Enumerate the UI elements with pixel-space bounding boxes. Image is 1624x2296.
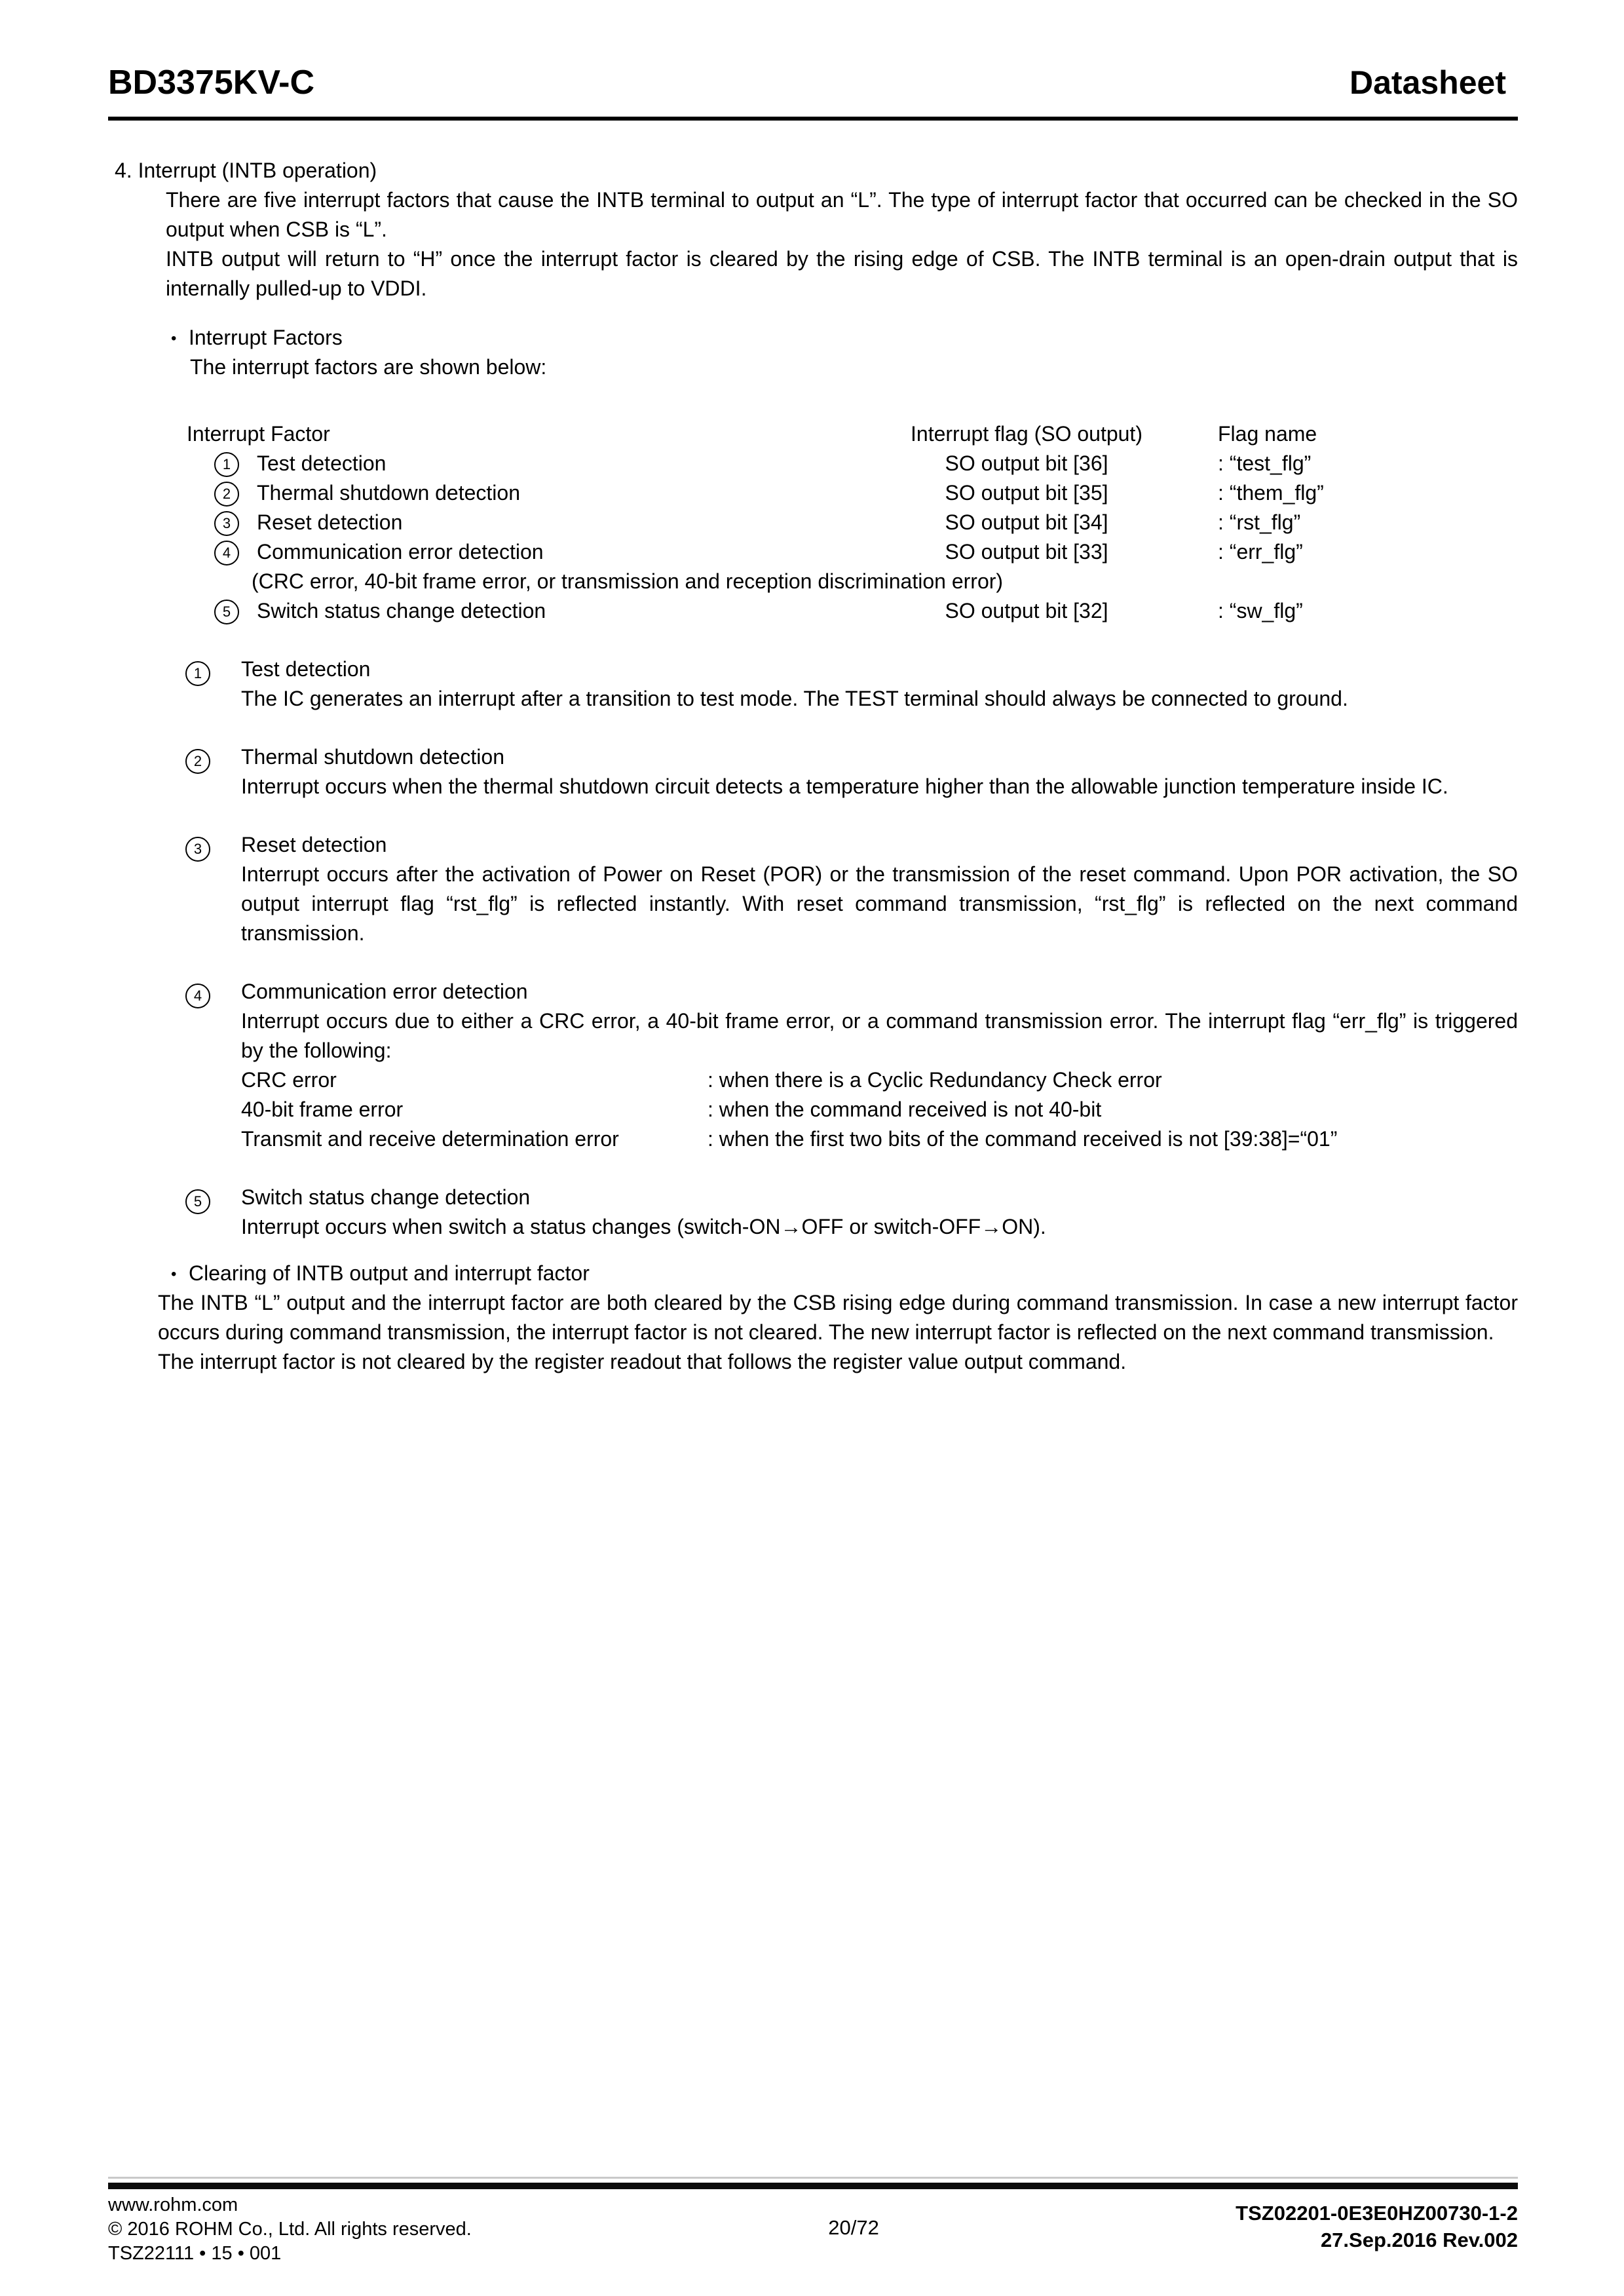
- flag-name: : “sw_flg”: [1218, 599, 1303, 622]
- flag-bit: SO output bit [32]: [945, 599, 1108, 622]
- circled-number: 3: [214, 511, 239, 536]
- error-type-label: Transmit and receive determination error: [241, 1127, 619, 1151]
- detail-title: Reset detection: [241, 833, 387, 856]
- circled-number: 3: [185, 837, 210, 862]
- section-title: 4. Interrupt (INTB operation): [115, 159, 377, 182]
- bullet-icon: •: [171, 330, 177, 347]
- circled-number: 2: [185, 749, 210, 774]
- flag-bit: SO output bit [35]: [945, 481, 1108, 505]
- interrupt-factor-table: [108, 419, 1518, 626]
- footer-rule-thick: [108, 2183, 1518, 2189]
- footer-left-block: [108, 2193, 472, 2266]
- detail-body: Interrupt occurs when switch a status changes (switch-ON→OFF or switch-OFF→ON).: [241, 1215, 1046, 1238]
- clearing-section: [108, 1259, 1518, 1377]
- intro-paragraph: There are five interrupt factors that cause the INTB terminal to output an “L”. The type of interrupt factor that occurred can be checked in the SO output when CSB is “L”.: [166, 188, 1518, 241]
- circled-number: 1: [185, 661, 210, 686]
- flag-name: : “rst_flg”: [1218, 510, 1301, 534]
- column-header-flag: Interrupt flag (SO output): [911, 422, 1142, 446]
- error-type-desc: : when the first two bits of the command received is not [39:38]=“01”: [708, 1127, 1338, 1151]
- detail-body: Interrupt occurs due to either a CRC error, a 40-bit frame error, or a command transmission error. The interrupt flag “err_flg” is triggered by the following:: [241, 1009, 1518, 1062]
- factor-label: Thermal shutdown detection: [257, 481, 520, 505]
- page-footer: [108, 2177, 1518, 2266]
- column-header-name: Flag name: [1218, 422, 1317, 446]
- circled-number: 1: [214, 452, 239, 477]
- error-type-label: 40-bit frame error: [241, 1098, 404, 1121]
- section-intro: [108, 185, 1518, 303]
- detail-title: Test detection: [241, 657, 371, 681]
- flag-bit: SO output bit [34]: [945, 510, 1108, 534]
- error-type-row: [241, 1065, 1518, 1095]
- factor-label: Reset detection: [257, 510, 403, 534]
- bullet-icon: •: [171, 1265, 177, 1283]
- detail-title: Switch status change detection: [241, 1185, 531, 1209]
- revision-date: 27.Sep.2016 Rev.002: [1320, 2229, 1518, 2251]
- detail-body: Interrupt occurs after the activation of Power on Reset (POR) or the transmission of the reset command. Upon POR activation, the SO output interrupt flag “rst_flg” is reflected instantly. With reset command transmission, “rst_flg” is reflected on the next command transmission.: [241, 862, 1518, 945]
- rohm-website: www.rohm.com: [108, 2194, 238, 2215]
- detail-title: Communication error detection: [241, 980, 528, 1003]
- column-header-factor: Interrupt Factor: [187, 422, 330, 446]
- circled-number: 5: [185, 1189, 210, 1214]
- error-type-row: [241, 1095, 1518, 1124]
- detail-body: Interrupt occurs when the thermal shutdown circuit detects a temperature higher than the allowable junction temperature inside IC.: [241, 775, 1448, 798]
- error-type-desc: : when the command received is not 40-bit: [708, 1098, 1102, 1121]
- clearing-heading: [108, 1259, 1518, 1288]
- part-number: BD3375KV-C: [108, 64, 315, 102]
- footer-rule-thin: [108, 2177, 1518, 2183]
- doc-type-label: Datasheet: [1350, 64, 1506, 101]
- circled-number: 5: [214, 600, 239, 624]
- factor-label: Switch status change detection: [257, 599, 546, 622]
- clearing-paragraph: The INTB “L” output and the interrupt factor are both cleared by the CSB rising edge during command transmission. In case a new interrupt factor occurs during command transmission, the interrupt factor is not cleared. The new interrupt factor is reflected on the next command transmission.: [158, 1291, 1518, 1344]
- flag-bit: SO output bit [33]: [945, 540, 1108, 564]
- factors-subheading: The interrupt factors are shown below:: [190, 355, 547, 379]
- heading-label: Clearing of INTB output and interrupt factor: [189, 1261, 590, 1285]
- detail-section-communication-error: [108, 977, 1518, 1154]
- clearing-paragraph: The interrupt factor is not cleared by the register readout that follows the register value output command.: [158, 1350, 1127, 1373]
- error-type-row: [241, 1124, 1518, 1154]
- footer-right-block: [1236, 2200, 1518, 2253]
- interrupt-factors-heading: [108, 323, 1518, 353]
- detail-section-thermal-shutdown: [108, 742, 1518, 801]
- page-indicator: 20/72: [828, 2216, 879, 2239]
- error-type-label: CRC error: [241, 1068, 337, 1092]
- table-row: [108, 478, 1518, 508]
- table-row: [108, 508, 1518, 537]
- intro-paragraph: INTB output will return to “H” once the interrupt factor is cleared by the rising edge of CSB. The INTB terminal is an open-drain output that is internally pulled-up to VDDI.: [166, 247, 1518, 300]
- flag-bit: SO output bit [36]: [945, 451, 1108, 475]
- flag-name: : “test_flg”: [1218, 451, 1312, 475]
- page-content: [108, 156, 1518, 1377]
- heading-label: Interrupt Factors: [189, 326, 343, 349]
- detail-section-switch-status-change: [108, 1183, 1518, 1242]
- table-row: [108, 537, 1518, 567]
- circled-number: 4: [185, 984, 210, 1008]
- flag-name: : “them_flg”: [1218, 481, 1324, 505]
- copyright-notice: © 2016 ROHM Co., Ltd. All rights reserved.: [108, 2219, 472, 2240]
- page-header: [108, 63, 1518, 121]
- detail-section-reset-detection: [108, 830, 1518, 948]
- error-type-desc: : when there is a Cyclic Redundancy Check error: [708, 1068, 1162, 1092]
- footer-doc-number: TSZ22111 • 15 • 001: [108, 2243, 282, 2264]
- circled-number: 2: [214, 482, 239, 507]
- factor-label: Communication error detection: [257, 540, 544, 564]
- flag-name: : “err_flg”: [1218, 540, 1303, 564]
- table-row: [108, 449, 1518, 478]
- detail-section-test-detection: [108, 655, 1518, 714]
- table-row: [108, 596, 1518, 626]
- factor-note: (CRC error, 40-bit frame error, or transmission and reception discrimination error): [252, 569, 1004, 593]
- detail-title: Thermal shutdown detection: [241, 745, 504, 769]
- doc-code: TSZ02201-0E3E0HZ00730-1-2: [1236, 2202, 1518, 2225]
- factor-label: Test detection: [257, 451, 387, 475]
- detail-body: The IC generates an interrupt after a transition to test mode. The TEST terminal should always be connected to ground.: [241, 687, 1348, 710]
- circled-number: 4: [214, 541, 239, 565]
- table-header-row: [108, 419, 1518, 449]
